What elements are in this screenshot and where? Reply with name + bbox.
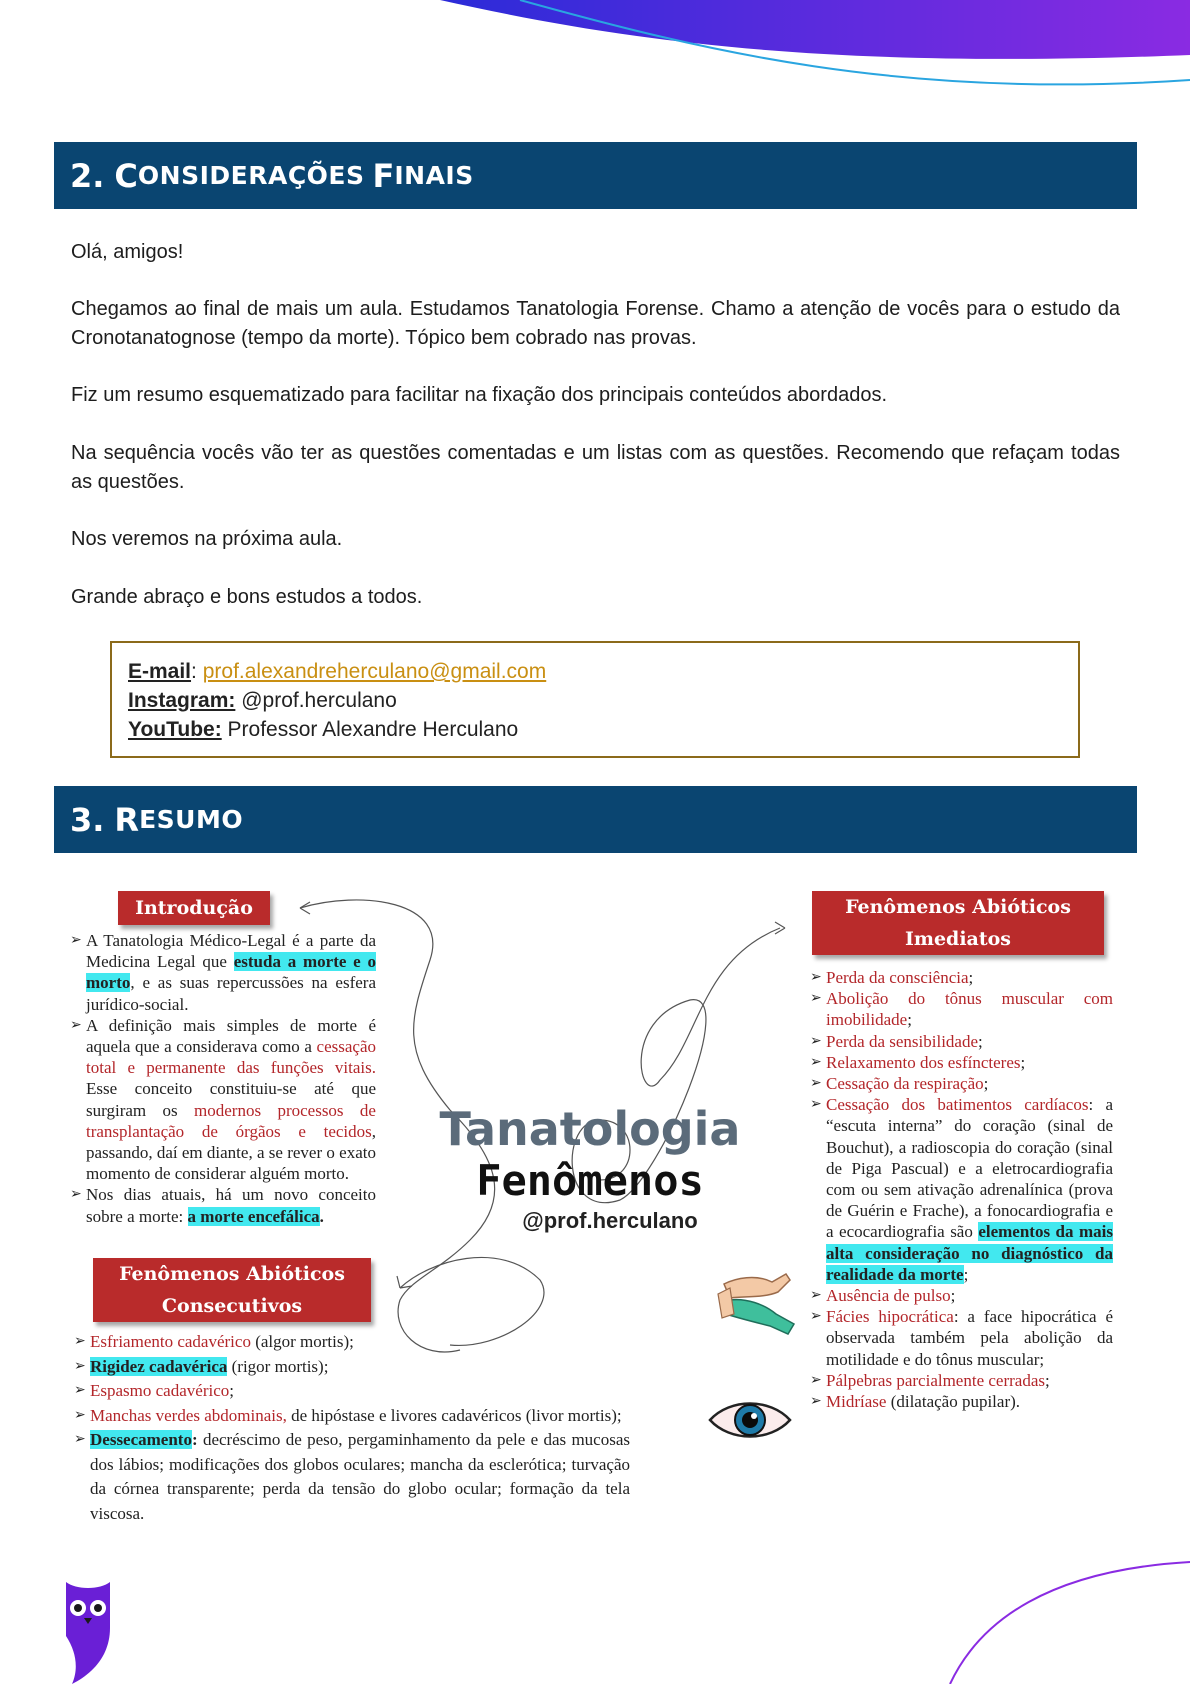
imediatos-item-7-term: Ausência de pulso [826, 1286, 951, 1306]
consecutivos-item-4-term: Manchas verdes abdominais, [90, 1405, 287, 1425]
intro-item-3-tail: . [319, 1206, 324, 1226]
center-handle-text: @prof.herculano [522, 1208, 698, 1233]
consecutivos-title-line-1: Fenômenos Abióticos [119, 1263, 345, 1285]
consecutivos-item-2-text: (rigor mortis); [227, 1356, 329, 1376]
contact-email-row [128, 657, 1062, 686]
imediatos-item-10-text: (dilatação pupilar). [886, 1392, 1021, 1412]
youtube-channel: Professor Alexandre Herculano [227, 718, 519, 741]
consecutivos-item-3 [74, 1379, 630, 1404]
intro-item-1-tail: , e as suas repercussões na esfera jurídico-social. [86, 973, 376, 1014]
consecutivos-title-box [93, 1258, 371, 1322]
imediatos-item-5-term: Cessação da respiração [826, 1074, 984, 1094]
intro-item-3-highlight: a morte encefálica [187, 1206, 320, 1226]
consecutivos-item-2 [74, 1355, 630, 1380]
paragraph-greeting: Olá, amigos! [71, 241, 184, 263]
section-3-number: 3. [70, 800, 105, 839]
intro-item-1 [70, 930, 376, 1015]
intro-list [70, 930, 376, 1227]
intro-item-1-highlight: estuda a morte e o morto [86, 952, 376, 993]
section-2-title-initial-2: F [372, 156, 395, 195]
imediatos-item-2-tail: ; [907, 1010, 912, 1030]
paragraph-summary-note: Fiz um resumo esquematizado para facilitar na fixação dos principais conteúdos abordados. [71, 384, 887, 406]
consecutivos-item-1-term: Esfriamento cadavérico [90, 1332, 251, 1351]
intro-item-3-text: Nos dias atuais, há um novo conceito sobre a morte: [86, 1185, 376, 1226]
consecutivos-item-5-term: Dessecamento [90, 1430, 192, 1449]
imediatos-item-8-text: : a face hipocrática é observada também pela abolição da motilidade e do tônus muscular; [826, 1307, 1113, 1369]
top-wave-decoration [0, 0, 1190, 110]
consecutivos-item-3-term: Espasmo cadavérico [90, 1381, 230, 1400]
email-separator: : [191, 660, 197, 683]
imediatos-title-box [812, 891, 1104, 955]
imediatos-item-9-term: Pálpebras parcialmente cerradas [826, 1370, 1045, 1390]
imediatos-item-7 [810, 1285, 1113, 1306]
imediatos-item-2-term: Abolição do tônus muscular com imobilidade [826, 989, 1113, 1030]
intro-item-2-text: A definição mais simples de morte é aquela que a considerava como a [86, 1015, 376, 1057]
contact-youtube-row [128, 715, 1062, 744]
section-2-header [54, 142, 1137, 209]
imediatos-item-4-term: Relaxamento dos esfíncteres [826, 1052, 1021, 1072]
imediatos-item-4-tail: ; [1020, 1052, 1026, 1072]
owl-logo-icon [62, 1578, 114, 1684]
section-3-title-part: ESUMO [139, 805, 244, 834]
intro-item-2 [70, 1015, 376, 1185]
bottom-right-wave-decoration [940, 1550, 1190, 1684]
consecutivos-item-4-text: de hipóstase e livores cadavéricos (livor mortis); [286, 1405, 622, 1425]
consecutivos-item-1-text: (algor mortis); [250, 1332, 354, 1351]
imediatos-item-6 [810, 1094, 1113, 1285]
intro-item-2-tail: , passando, daí em diante, a se rever o exato momento de considerar alguém morto. [86, 1121, 376, 1184]
imediatos-item-2 [810, 988, 1113, 1030]
imediatos-item-3-tail: ; [978, 1031, 983, 1051]
imediatos-title-line-2: Imediatos [904, 928, 1012, 950]
email-label: E-mail [128, 660, 192, 683]
eye-icon [706, 1396, 794, 1444]
imediatos-item-6-highlight: elementos da mais alta consideração no diagnóstico da realidade da morte [826, 1222, 1113, 1284]
instagram-handle: @prof.herculano [241, 689, 397, 712]
imediatos-item-9 [810, 1370, 1113, 1391]
imediatos-item-3-term: Perda da sensibilidade [826, 1031, 979, 1051]
imediatos-title-line-1: Fenômenos Abióticos [845, 896, 1071, 918]
imediatos-item-1 [810, 967, 1113, 988]
consecutivos-item-2-term: Rigidez cadavérica [90, 1356, 228, 1376]
imediatos-item-10 [810, 1391, 1113, 1412]
summary-center-title [430, 1102, 750, 1234]
imediatos-item-8 [810, 1306, 1113, 1370]
imediatos-item-9-tail: ; [1045, 1370, 1050, 1390]
consecutivos-item-4 [74, 1404, 630, 1429]
email-link[interactable]: prof.alexandreherculano@gmail.com [202, 660, 547, 683]
consecutivos-item-3-text: ; [229, 1381, 234, 1400]
intro-item-1-text: A Tanatologia Médico-Legal é a parte da Medicina Legal que [86, 931, 376, 972]
paragraph-questions: Na sequência vocês vão ter as questões comentadas e um listas com as questões. Recomendo que refaçam todas as questões. [71, 442, 1120, 493]
youtube-label: YouTube: [128, 718, 222, 741]
intro-item-2-red-1: cessação total e permanente das funções vitais. [86, 1037, 376, 1078]
consecutivos-item-5-text: decréscimo de peso, pergaminhamento da pele e das mucosas dos lábios; modificações dos globos oculares; mancha da esclerótica; turvação da córnea transparente; perda da tensão do globo ocular; formação da tela viscosa. [90, 1430, 630, 1523]
imediatos-item-5-tail: ; [983, 1074, 989, 1094]
consecutivos-list [74, 1330, 630, 1526]
contact-instagram-row [128, 686, 1062, 715]
imediatos-item-6-term: Cessação dos batimentos cardíacos [826, 1095, 1089, 1115]
pulse-check-icon [716, 1264, 798, 1336]
intro-item-2-red-2: modernos processos de transplantação de órgãos e tecidos [86, 1100, 376, 1141]
imediatos-item-7-tail: ; [950, 1286, 956, 1306]
imediatos-list [810, 967, 1113, 1412]
intro-title-box: Introdução [118, 891, 270, 925]
intro-item-2-mid: Esse conceito constituiu-se até que surgiram os [86, 1079, 376, 1120]
contact-box [110, 641, 1080, 758]
imediatos-item-8-term: Fácies hipocrática [826, 1307, 954, 1327]
paragraph-next-class: Nos veremos na próxima aula. [71, 528, 343, 550]
consecutivos-item-5 [74, 1428, 630, 1526]
center-title-text: Tanatologia [439, 1102, 741, 1156]
consecutivos-item-5-colon: : [191, 1430, 198, 1449]
section-2-title-part: ONSIDERAÇÕES [137, 161, 365, 190]
imediatos-item-3 [810, 1031, 1113, 1052]
section-2-number: 2. [70, 156, 105, 195]
paragraph-intro: Chegamos ao final de mais um aula. Estudamos Tanatologia Forense. Chamo a atenção de vocês para o estudo da Cronotanatognose (tempo da morte). Tópico bem cobrado nas provas. [71, 298, 1120, 349]
center-subtitle-text: Fenômenos [476, 1156, 704, 1205]
imediatos-item-10-term: Midríase [826, 1392, 887, 1412]
consecutivos-item-1 [74, 1330, 630, 1355]
consecutivos-title-line-2: Consecutivos [161, 1295, 303, 1317]
section-3-title-initial: R [114, 800, 140, 839]
imediatos-item-1-term: Perda da consciência [826, 968, 969, 987]
imediatos-item-1-tail: ; [968, 968, 974, 987]
imediatos-item-5 [810, 1073, 1113, 1094]
section-2-title-initial: C [114, 156, 138, 195]
imediatos-item-4 [810, 1052, 1113, 1073]
intro-item-3 [70, 1184, 376, 1226]
paragraph-farewell: Grande abraço e bons estudos a todos. [71, 586, 423, 608]
section-2-title-part-2: INAIS [394, 161, 474, 190]
instagram-label: Instagram: [128, 689, 236, 712]
imediatos-item-6-tail: ; [963, 1264, 969, 1284]
imediatos-item-6-text: : a “escuta interna” do coração (sinal de Bouchut), a radioscopia do coração (sinal de Piga Pascual) e a eletrocardiografia com ou sem ativação adrenalínica (prova de Guérin e Frache), a fonocardiografia e a ecocardiografia são [826, 1095, 1113, 1242]
section-3-header [54, 786, 1137, 853]
